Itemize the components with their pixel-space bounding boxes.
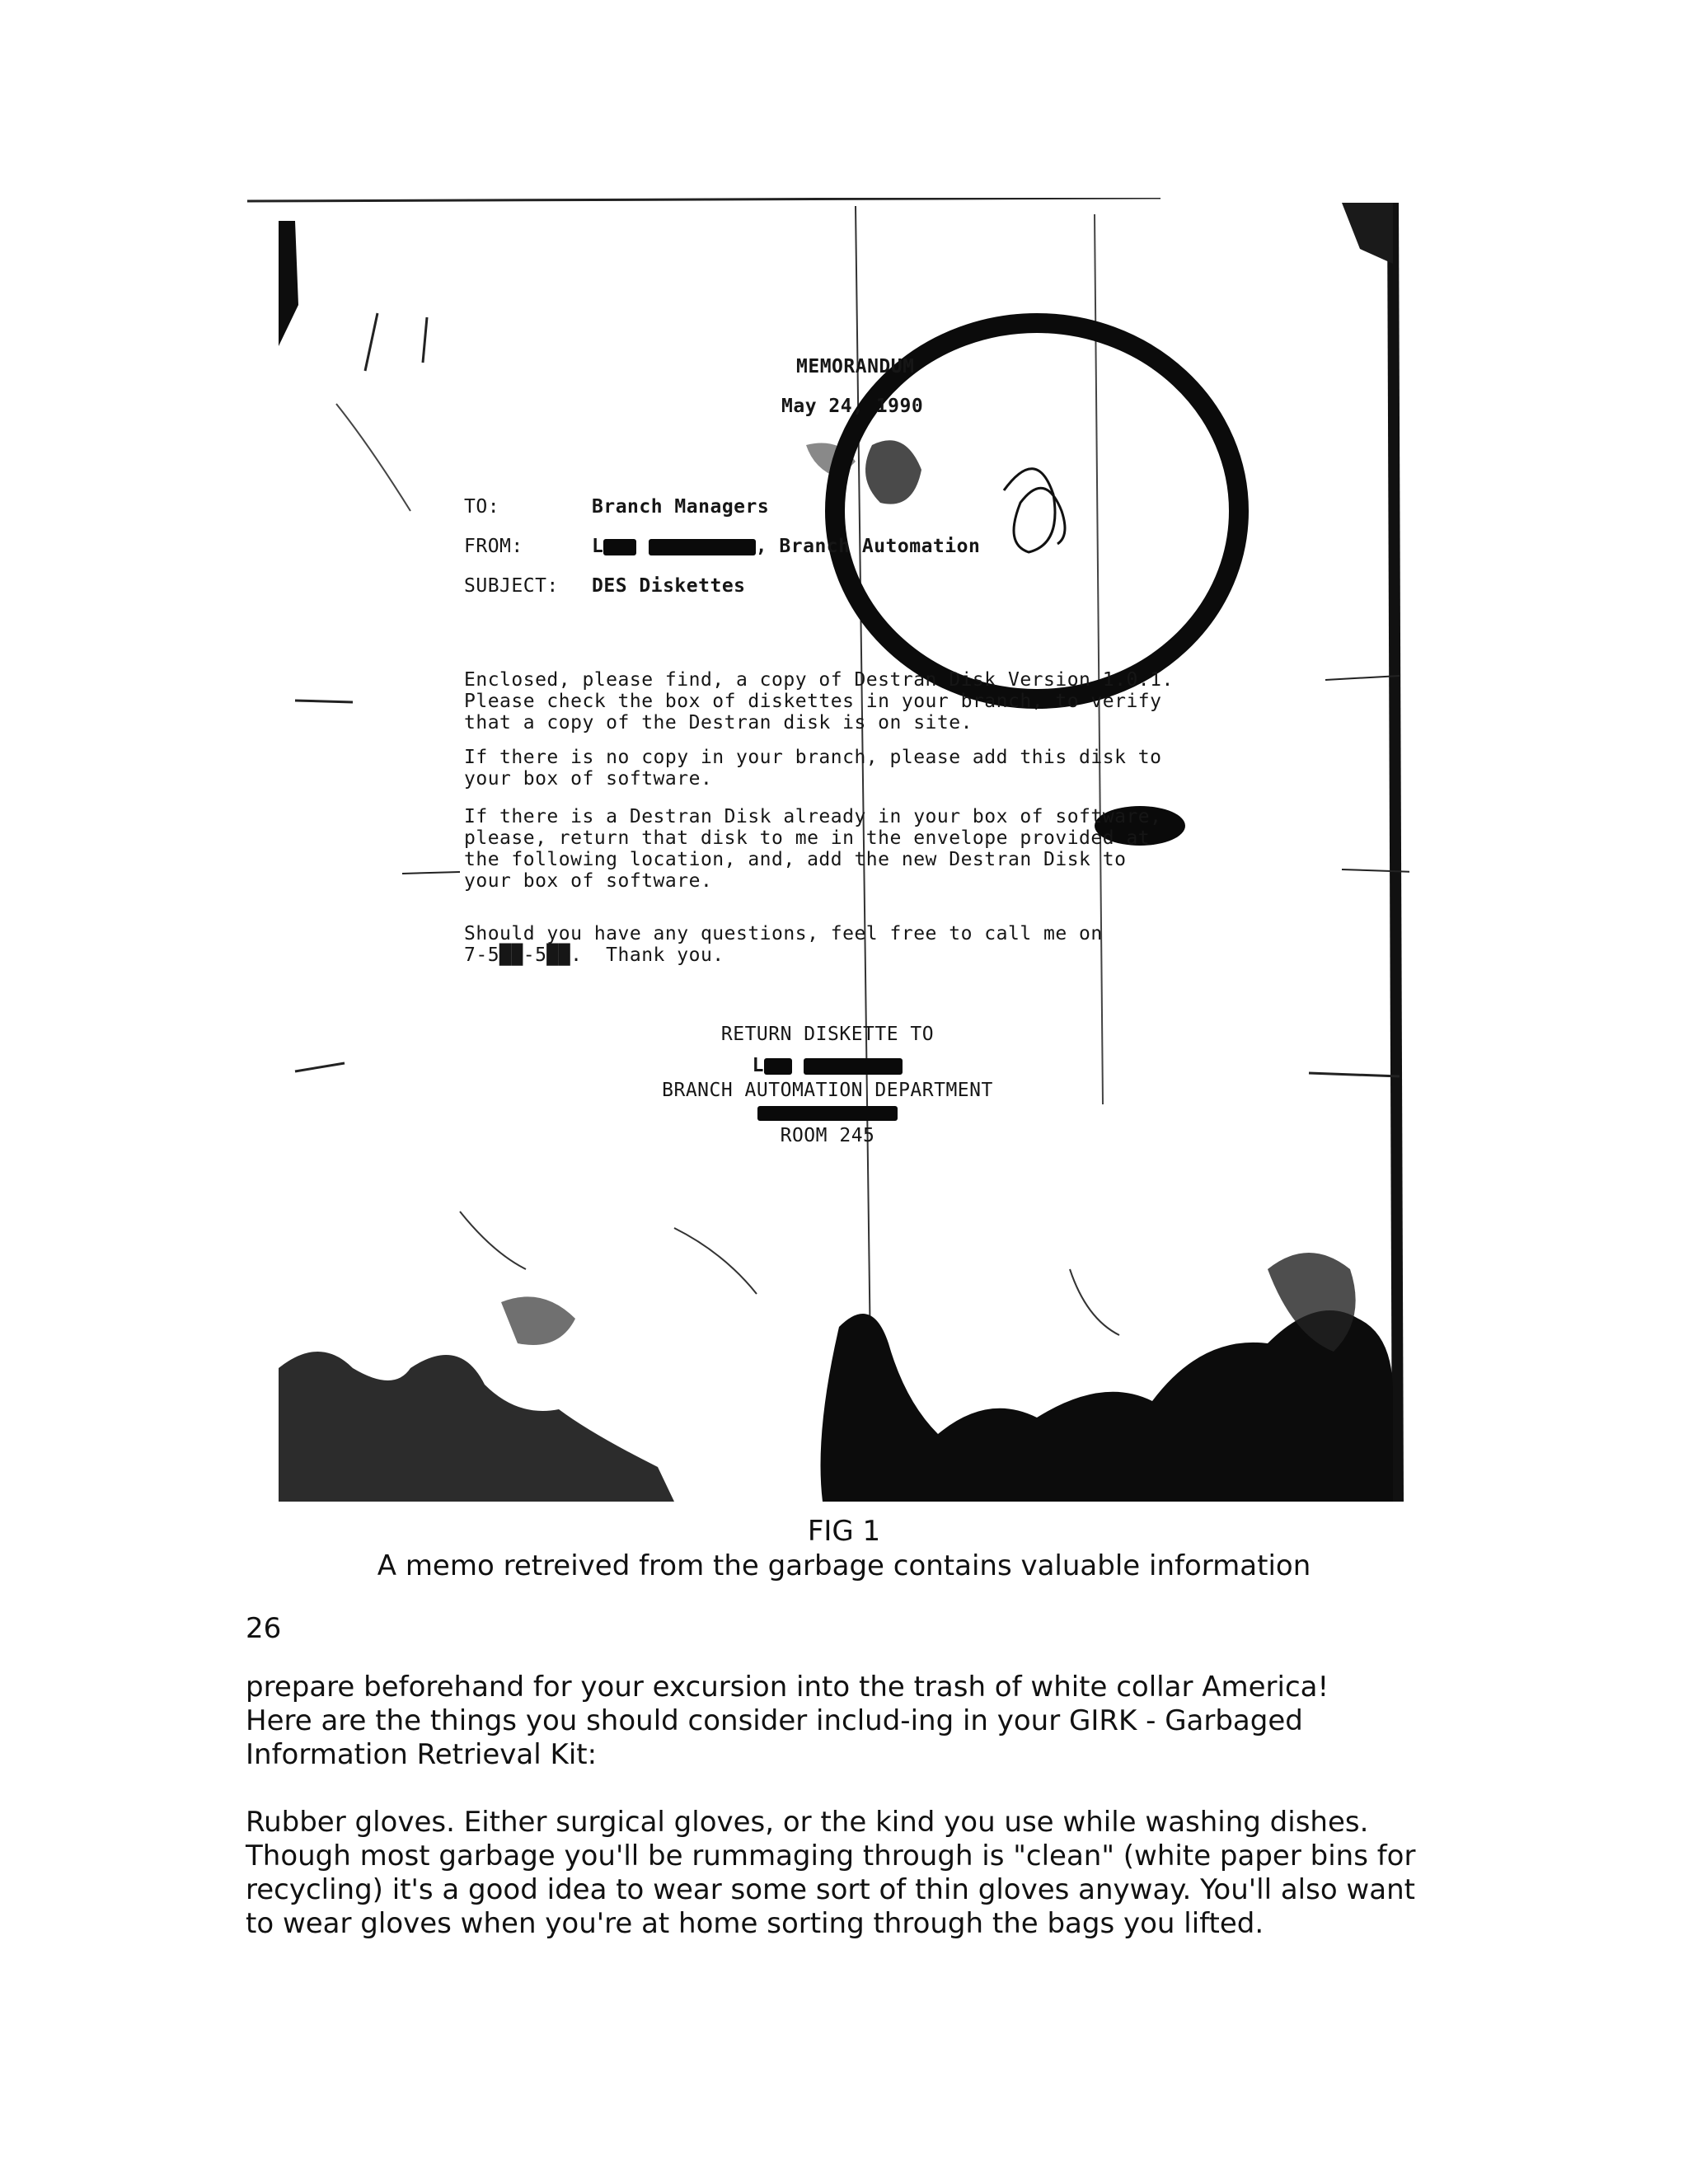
memo-paragraph-1 bbox=[464, 669, 1174, 733]
body-paragraph-2 bbox=[246, 1806, 1449, 1941]
dark-corner-top-left bbox=[279, 221, 298, 346]
coffee-ring-stain bbox=[835, 323, 1239, 699]
memo-to-value: Branch Managers bbox=[592, 496, 770, 518]
stain-bottom-left bbox=[279, 1352, 674, 1502]
memo-heading: MEMORANDUM bbox=[796, 356, 915, 377]
memo-line: your box of software. bbox=[464, 870, 713, 892]
memo-date: May 24, 1990 bbox=[781, 396, 924, 417]
paragraph-line: to wear gloves when you're at home sorting through the bags you lifted. bbox=[246, 1907, 1264, 1940]
page-number: 26 bbox=[246, 1612, 282, 1645]
body-paragraph-1 bbox=[246, 1671, 1449, 1772]
return-room: ROOM 245 bbox=[780, 1125, 875, 1146]
memo-paragraph-3 bbox=[464, 806, 1161, 892]
memo-paragraph-2 bbox=[464, 747, 1161, 790]
figure-caption-title: FIG 1 bbox=[807, 1515, 881, 1548]
memo-line: your box of software. bbox=[464, 768, 713, 790]
paragraph-line: Here are the things you should consider includ-ing in your GIRK - Garbaged bbox=[246, 1704, 1303, 1737]
paragraph-line: Information Retrieval Kit: bbox=[246, 1738, 598, 1771]
memo-line: the following location, and, add the new Destran Disk to bbox=[464, 849, 1127, 870]
redaction-bar bbox=[757, 1106, 898, 1121]
redaction-bar bbox=[804, 1058, 903, 1075]
memo-line: Enclosed, please find, a copy of Destran Disk Version 1.0.1. bbox=[464, 669, 1174, 691]
memo-line: Should you have any questions, feel free to call me on bbox=[464, 923, 1103, 944]
memo-line: If there is a Destran Disk already in your box of software, bbox=[464, 806, 1162, 827]
memo-line: If there is no copy in your branch, please add this disk to bbox=[464, 747, 1162, 768]
return-redaction bbox=[246, 1104, 1409, 1121]
memo-line: that a copy of the Destran disk is on site. bbox=[464, 712, 973, 733]
memo-line: 7-5██-5██. Thank you. bbox=[464, 944, 724, 966]
figure-caption-text: A memo retreived from the garbage contains valuable information bbox=[377, 1549, 1311, 1582]
return-name: L bbox=[246, 1055, 1409, 1076]
return-heading: RETURN DISKETTE TO bbox=[720, 1024, 935, 1045]
paragraph-line: Though most garbage you'll be rummaging through is "clean" (white paper bins for bbox=[246, 1840, 1416, 1872]
paragraph-line: Rubber gloves. Either surgical gloves, or the kind you use while washing dishes. bbox=[246, 1806, 1369, 1839]
memo-subject-value: DES Diskettes bbox=[592, 575, 746, 597]
redaction-bar bbox=[764, 1058, 792, 1075]
memo-subject-label: SUBJECT: bbox=[464, 575, 559, 597]
paragraph-line: recycling) it's a good idea to wear some sort of thin gloves anyway. You'll also want bbox=[246, 1873, 1415, 1906]
memo-to-label: TO: bbox=[464, 496, 500, 518]
return-department: BRANCH AUTOMATION DEPARTMENT bbox=[662, 1080, 993, 1101]
memo-figure bbox=[246, 198, 1409, 1511]
redaction-bar bbox=[649, 539, 756, 555]
memo-from-value: L , Branch Automation bbox=[592, 536, 981, 557]
memo-paragraph-4 bbox=[464, 923, 1103, 966]
stain-bottom-right bbox=[821, 1310, 1394, 1502]
memo-line: please, return that disk to me in the envelope provided at bbox=[464, 827, 1151, 849]
redaction-bar bbox=[603, 539, 636, 555]
paragraph-line: prepare beforehand for your excursion into the trash of white collar America! bbox=[246, 1671, 1329, 1704]
memo-line: Please check the box of diskettes in your branch, to verify bbox=[464, 691, 1162, 712]
memo-from-label: FROM: bbox=[464, 536, 523, 557]
signature-scribble bbox=[1004, 469, 1065, 552]
